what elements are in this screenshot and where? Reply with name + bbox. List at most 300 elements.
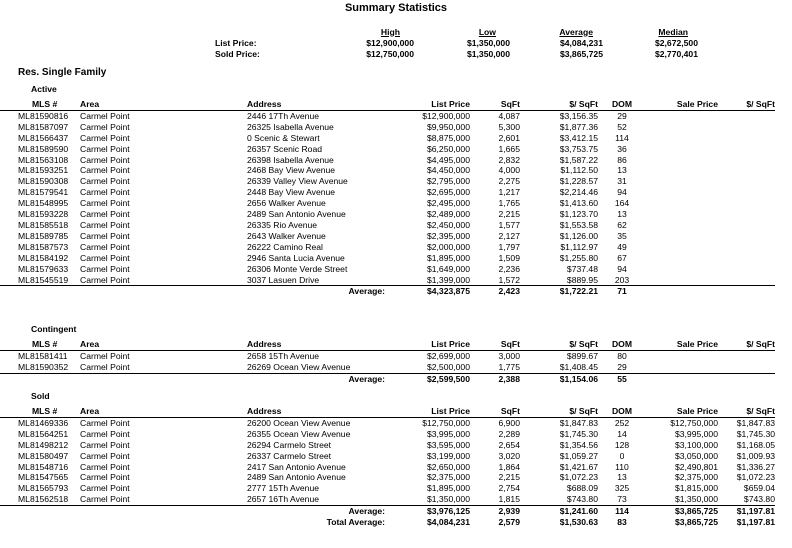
mls-number-cell: ML81590816 [18, 110, 69, 121]
table-header-row [0, 339, 775, 350]
sale-price-per-sqft-cell: $659.04 [743, 483, 775, 494]
table-row [0, 429, 775, 440]
average-row [0, 506, 775, 517]
sale-price-cell: $2,490,801 [674, 461, 718, 472]
price-per-sqft-cell: $3,156.35 [559, 110, 598, 121]
dom-cell: 203 [614, 274, 630, 285]
sale-price-per-sqft-cell: $1,745.30 [736, 428, 775, 439]
address-cell: 3037 Lasuen Drive [247, 274, 320, 285]
sale-price-cell [646, 253, 718, 264]
mls-number-cell: ML81587573 [18, 241, 69, 252]
address-cell: 26325 Isabella Avenue [247, 121, 334, 132]
dom-cell: 94 [617, 263, 627, 274]
sqft-cell: 1,572 [498, 274, 520, 285]
table-row [0, 144, 775, 155]
list-price-cell: $9,950,000 [426, 121, 470, 132]
area-cell: Carmel Point [80, 132, 130, 143]
summary-header-median: Median [658, 26, 688, 37]
price-per-sqft-cell: $1,530.63 [559, 517, 598, 528]
sqft-cell: 2,579 [498, 517, 520, 528]
sale-price-cell: $3,995,000 [674, 428, 718, 439]
summary-value: $4,084,231 [559, 37, 603, 48]
table-row [0, 176, 775, 187]
sale-price-cell: $3,100,000 [674, 439, 718, 450]
sale-price-cell [646, 110, 718, 121]
mls-number-cell: ML81589590 [18, 143, 69, 154]
summary-value: $1,350,000 [466, 37, 510, 48]
area-cell: Carmel Point [80, 361, 130, 372]
list-price-cell: $4,495,000 [426, 154, 470, 165]
list-price-cell: $3,595,000 [426, 439, 470, 450]
area-cell: Carmel Point [80, 121, 130, 132]
sqft-cell: 1,815 [498, 494, 520, 505]
table-row [0, 165, 775, 176]
table-row [0, 187, 775, 198]
table-row [0, 242, 775, 253]
list-price-cell: $2,795,000 [426, 176, 470, 187]
sale-price-cell [646, 242, 718, 253]
sqft-cell: 2,215 [498, 472, 520, 483]
list-price-cell: $2,495,000 [426, 198, 470, 209]
summary-label: Total Average: [326, 517, 385, 528]
table-row [0, 462, 775, 473]
sale-price-per-sqft-cell [718, 275, 775, 286]
sale-price-per-sqft-cell [718, 209, 775, 220]
col-header-address: Address [245, 406, 385, 417]
mls-number-cell: ML81587097 [18, 121, 69, 132]
sqft-cell: 5,300 [498, 121, 520, 132]
price-per-sqft-cell: $1,408.45 [559, 361, 598, 372]
col-header-area: Area [78, 406, 245, 417]
area-cell: Carmel Point [80, 461, 130, 472]
area-cell: Carmel Point [80, 209, 130, 220]
sale-price-per-sqft-cell [718, 264, 775, 275]
mls-number-cell: ML81590308 [18, 176, 69, 187]
summary-value: $1,350,000 [466, 48, 510, 59]
col-header-price-per-sqft: $/ SqFt [520, 406, 598, 417]
table-row [0, 494, 775, 505]
summary-row-label: Sold Price: [215, 48, 260, 59]
dom-cell: 164 [614, 198, 630, 209]
sale-price-per-sqft-cell [718, 176, 775, 187]
dom-cell: 35 [617, 230, 627, 241]
address-cell: 26355 Ocean View Avenue [247, 428, 351, 439]
area-cell: Carmel Point [80, 176, 130, 187]
sale-price-per-sqft-cell: $743.80 [743, 494, 775, 505]
listing-table [0, 99, 775, 297]
dom-cell: 94 [617, 187, 627, 198]
address-cell: 26200 Ocean View Avenue [247, 417, 351, 428]
mls-number-cell: ML81585518 [18, 219, 69, 230]
sqft-cell: 1,509 [498, 252, 520, 263]
address-cell: 26357 Scenic Road [247, 143, 323, 154]
area-cell: Carmel Point [80, 198, 130, 209]
sale-price-per-sqft-cell [718, 220, 775, 231]
address-cell: 2656 Walker Avenue [247, 198, 326, 209]
price-per-sqft-cell: $1,877.36 [559, 121, 598, 132]
sqft-cell: 4,000 [498, 165, 520, 176]
sale-price-cell [646, 165, 718, 176]
report-title: Summary Statistics [344, 2, 448, 14]
sale-price-cell: $3,865,725 [674, 517, 718, 528]
price-per-sqft-cell: $1,722.21 [520, 286, 598, 297]
sale-price-cell: $2,375,000 [674, 472, 718, 483]
sale-price-cell [646, 133, 718, 144]
table-row [0, 133, 775, 144]
price-per-sqft-cell: $1,123.70 [559, 209, 598, 220]
list-price-cell: $2,395,000 [426, 230, 470, 241]
summary-value: $12,750,000 [366, 48, 414, 59]
list-price-cell: $8,875,000 [426, 132, 470, 143]
list-price-cell: $3,199,000 [426, 450, 470, 461]
col-header-sale-price: Sale Price [646, 339, 718, 350]
price-per-sqft-cell: $1,154.06 [520, 373, 598, 384]
dom-cell: 13 [617, 472, 627, 483]
table-row [0, 198, 775, 209]
sale-price-cell [646, 220, 718, 231]
list-price-cell: $1,399,000 [426, 274, 470, 285]
dom-cell: 80 [617, 350, 627, 361]
mls-number-cell: ML81593228 [18, 209, 69, 220]
sqft-cell: 2,236 [498, 263, 520, 274]
sqft-cell: 2,215 [498, 209, 520, 220]
dom-cell: 325 [614, 483, 630, 494]
table-row [0, 451, 775, 462]
dom-cell: 29 [617, 361, 627, 372]
dom-cell: 252 [614, 417, 630, 428]
table-row [0, 231, 775, 242]
address-cell: 26398 Isabella Avenue [247, 154, 334, 165]
mls-number-cell: ML81579541 [18, 187, 69, 198]
area-cell: Carmel Point [80, 187, 130, 198]
mls-number-cell: ML81566437 [18, 132, 69, 143]
price-per-sqft-cell: $889.95 [566, 274, 598, 285]
list-price-cell: $2,489,000 [426, 209, 470, 220]
dom-cell: 29 [617, 110, 627, 121]
sqft-cell: 2,289 [498, 428, 520, 439]
summary-header-average: Average [559, 26, 593, 37]
list-price-cell: $4,323,875 [385, 286, 470, 297]
sale-price-cell [646, 350, 718, 361]
table-row [0, 220, 775, 231]
dom-cell: 128 [614, 439, 630, 450]
mls-number-cell: ML81563108 [18, 154, 69, 165]
mls-number-cell: ML81562518 [18, 494, 69, 505]
col-header-sale-price-per-sqft: $/ SqFt [718, 339, 775, 350]
price-per-sqft-cell: $1,354.56 [559, 439, 598, 450]
col-header-price-per-sqft: $/ SqFt [520, 99, 598, 110]
list-price-cell: $2,500,000 [426, 361, 470, 372]
dom-cell: 13 [617, 165, 627, 176]
mls-number-cell: ML81581411 [18, 350, 68, 361]
mls-number-cell: ML81469336 [18, 417, 69, 428]
summary-value: $2,770,401 [654, 48, 698, 59]
sale-price-per-sqft-cell: $1,847.83 [736, 417, 775, 428]
col-header-mls: MLS # [0, 99, 78, 110]
total-average-row [0, 517, 775, 528]
dom-cell: 110 [615, 461, 629, 472]
table-row [0, 264, 775, 275]
address-cell: 2489 San Antonio Avenue [247, 472, 346, 483]
area-cell: Carmel Point [80, 428, 130, 439]
sale-price-cell [646, 264, 718, 275]
area-cell: Carmel Point [80, 241, 130, 252]
sqft-cell: 2,939 [470, 506, 520, 517]
sale-price-cell: $1,815,000 [674, 483, 718, 494]
mls-number-cell: ML81545519 [18, 274, 69, 285]
summary-header-low: Low [478, 26, 496, 37]
list-price-cell: $2,695,000 [426, 187, 470, 198]
price-per-sqft-cell: $1,553.58 [559, 219, 598, 230]
area-cell: Carmel Point [80, 143, 130, 154]
sqft-cell: 1,797 [498, 241, 520, 252]
sqft-cell: 1,765 [498, 198, 520, 209]
price-per-sqft-cell: $743.80 [566, 494, 598, 505]
sale-price-per-sqft-cell [718, 165, 775, 176]
address-cell: 26335 Rio Avenue [247, 219, 318, 230]
dom-cell: 114 [615, 132, 629, 143]
col-header-area: Area [78, 339, 245, 350]
sale-price-cell [646, 198, 718, 209]
col-header-sqft: SqFt [470, 406, 520, 417]
sqft-cell: 2,127 [498, 230, 520, 241]
mls-number-cell: ML81584192 [18, 252, 69, 263]
price-per-sqft-cell: $1,745.30 [559, 428, 598, 439]
area-cell: Carmel Point [80, 417, 130, 428]
price-per-sqft-cell: $737.48 [566, 263, 598, 274]
summary-row-sold-price [215, 48, 698, 59]
col-header-dom: DOM [598, 406, 646, 417]
address-cell: 2448 Bay View Avenue [247, 187, 336, 198]
list-price-cell: $12,900,000 [422, 110, 470, 121]
sale-price-per-sqft-cell: $1,168.05 [736, 439, 775, 450]
price-per-sqft-cell: $1,413.60 [559, 198, 598, 209]
sale-price-per-sqft-cell [718, 133, 775, 144]
area-cell: Carmel Point [80, 230, 130, 241]
list-price-cell: $2,699,000 [426, 350, 470, 361]
average-row [0, 286, 775, 297]
sale-price-cell [646, 176, 718, 187]
price-per-sqft-cell: $1,112.50 [560, 165, 598, 176]
dom-cell: 83 [617, 517, 627, 528]
col-header-address: Address [245, 339, 385, 350]
sale-price-cell: $1,350,000 [674, 494, 718, 505]
list-price-cell: $1,895,000 [426, 483, 470, 494]
sqft-cell: 3,020 [498, 450, 520, 461]
mls-number-cell: ML81580497 [18, 450, 69, 461]
listing-table [0, 339, 775, 385]
col-header-list-price: List Price [385, 339, 470, 350]
list-price-cell: $1,649,000 [426, 263, 470, 274]
mls-number-cell: ML81548995 [18, 198, 69, 209]
sqft-cell: 2,654 [498, 439, 520, 450]
list-price-cell: $2,000,000 [426, 241, 470, 252]
col-header-list-price: List Price [385, 406, 470, 417]
mls-number-cell: ML81579633 [18, 263, 69, 274]
dom-cell: 86 [617, 154, 627, 165]
address-cell: 2658 15Th Avenue [247, 350, 319, 361]
sale-price-cell [646, 362, 718, 373]
address-cell: 2468 Bay View Avenue [247, 165, 336, 176]
sqft-cell: 2,388 [470, 373, 520, 384]
sale-price-cell [646, 122, 718, 133]
area-cell: Carmel Point [80, 165, 130, 176]
area-cell: Carmel Point [80, 483, 130, 494]
address-cell: 2446 17Th Avenue [247, 110, 319, 121]
table-row [0, 209, 775, 220]
sqft-cell: 2,423 [470, 286, 520, 297]
dom-cell: 13 [617, 209, 627, 220]
area-cell: Carmel Point [80, 219, 130, 230]
sqft-cell: 1,864 [498, 461, 520, 472]
sale-price-per-sqft-cell [718, 144, 775, 155]
list-price-cell: $12,750,000 [422, 417, 470, 428]
col-header-dom: DOM [598, 339, 646, 350]
section-title: Sold [31, 391, 50, 401]
col-header-dom: DOM [598, 99, 646, 110]
table-row [0, 440, 775, 451]
col-header-sqft: SqFt [470, 99, 520, 110]
summary-header-high: High [380, 26, 400, 37]
sale-price-per-sqft-cell [718, 350, 775, 361]
sale-price-cell [646, 231, 718, 242]
address-cell: 2657 16Th Avenue [247, 494, 319, 505]
col-header-address: Address [245, 99, 385, 110]
summary-label: Average: [245, 373, 385, 384]
mls-number-cell: ML81590352 [18, 361, 69, 372]
col-header-sqft: SqFt [470, 339, 520, 350]
section-title: Contingent [31, 324, 77, 334]
price-per-sqft-cell: $1,126.00 [559, 230, 598, 241]
sale-price-per-sqft-cell [718, 286, 775, 297]
dom-cell: 31 [617, 176, 627, 187]
sqft-cell: 2,601 [498, 132, 520, 143]
price-per-sqft-cell: $1,421.67 [559, 461, 598, 472]
sqft-cell: 1,775 [498, 361, 520, 372]
sqft-cell: 4,087 [498, 110, 520, 121]
sale-price-per-sqft-cell: $1,009.93 [736, 450, 775, 461]
dom-cell: 55 [598, 373, 646, 384]
sqft-cell: 6,900 [498, 417, 520, 428]
area-cell: Carmel Point [80, 350, 130, 361]
list-price-cell: $3,976,125 [385, 506, 470, 517]
list-price-cell: $6,250,000 [426, 143, 470, 154]
area-cell: Carmel Point [80, 450, 130, 461]
table-row [0, 275, 775, 286]
col-header-price-per-sqft: $/ SqFt [520, 339, 598, 350]
address-cell: 2489 San Antonio Avenue [247, 209, 346, 220]
sale-price-cell [646, 275, 718, 286]
area-cell: Carmel Point [80, 263, 130, 274]
dom-cell: 0 [619, 450, 625, 461]
list-price-cell: $1,350,000 [426, 494, 470, 505]
col-header-sale-price: Sale Price [646, 99, 718, 110]
sale-price-cell [646, 373, 718, 384]
address-cell: 26337 Carmelo Street [247, 450, 332, 461]
col-header-list-price: List Price [385, 99, 470, 110]
sqft-cell: 1,577 [498, 219, 520, 230]
dom-cell: 14 [617, 428, 627, 439]
col-header-mls: MLS # [0, 406, 78, 417]
summary-label: Average: [245, 286, 385, 297]
price-per-sqft-cell: $2,214.46 [559, 187, 598, 198]
dom-cell: 62 [617, 219, 627, 230]
address-cell: 26269 Ocean View Avenue [247, 361, 351, 372]
list-price-cell: $2,650,000 [426, 461, 470, 472]
list-price-cell: $2,375,000 [426, 472, 470, 483]
area-cell: Carmel Point [80, 154, 130, 165]
table-row [0, 483, 775, 494]
col-header-sale-price-per-sqft: $/ SqFt [718, 406, 775, 417]
area-cell: Carmel Point [80, 439, 130, 450]
price-per-sqft-cell: $1,587.22 [559, 154, 598, 165]
sale-price-per-sqft-cell [718, 373, 775, 384]
price-per-sqft-cell: $899.67 [566, 350, 598, 361]
sale-price-per-sqft-cell [718, 362, 775, 373]
dom-cell: 73 [617, 494, 627, 505]
sale-price-per-sqft-cell [718, 253, 775, 264]
address-cell: 26294 Carmelo Street [247, 439, 332, 450]
mls-number-cell: ML81547565 [18, 472, 69, 483]
mls-number-cell: ML81498212 [18, 439, 69, 450]
dom-cell: 52 [617, 121, 627, 132]
col-header-area: Area [78, 99, 245, 110]
table-header-row [0, 406, 775, 417]
dom-cell: 49 [617, 241, 627, 252]
property-type-heading: Res. Single Family [18, 67, 107, 78]
price-per-sqft-cell: $1,072.23 [559, 472, 598, 483]
mls-number-cell: ML81593251 [18, 165, 69, 176]
table-header-row [0, 99, 775, 110]
dom-cell: 67 [617, 252, 627, 263]
list-price-cell: $4,450,000 [426, 165, 470, 176]
sale-price-per-sqft-cell: $1,072.23 [736, 472, 775, 483]
price-per-sqft-cell: $1,847.83 [559, 417, 598, 428]
summary-row-list-price [215, 37, 698, 48]
address-cell: 2417 San Antonio Avenue [247, 461, 346, 472]
table-row [0, 417, 775, 428]
sale-price-per-sqft-cell [718, 110, 775, 121]
sale-price-per-sqft-cell: $1,336.27 [736, 461, 775, 472]
sqft-cell: 2,832 [498, 154, 520, 165]
mls-number-cell: ML81565793 [18, 483, 69, 494]
address-cell: 2777 15Th Avenue [247, 483, 319, 494]
sqft-cell: 1,217 [498, 187, 520, 198]
summary-value: $2,672,500 [654, 37, 698, 48]
sqft-cell: 1,665 [498, 143, 520, 154]
sqft-cell: 2,754 [498, 483, 520, 494]
col-header-sale-price: Sale Price [646, 406, 718, 417]
sale-price-per-sqft-cell [718, 122, 775, 133]
summary-row-label: List Price: [215, 37, 257, 48]
list-price-cell: $3,995,000 [426, 428, 470, 439]
address-cell: 2946 Santa Lucia Avenue [247, 252, 345, 263]
dom-cell: 36 [617, 143, 627, 154]
table-row [0, 110, 775, 121]
sqft-cell: 2,275 [498, 176, 520, 187]
price-per-sqft-cell: $3,753.75 [559, 143, 598, 154]
price-per-sqft-cell: $1,059.27 [559, 450, 598, 461]
listing-table [0, 406, 775, 528]
price-per-sqft-cell: $1,241.60 [520, 506, 598, 517]
sale-price-per-sqft-cell: $1,197.81 [736, 517, 775, 528]
sale-price-per-sqft-cell [718, 242, 775, 253]
table-row [0, 472, 775, 483]
mls-number-cell: ML81564251 [18, 428, 69, 439]
mls-number-cell: ML81548716 [18, 461, 69, 472]
sale-price-per-sqft-cell [718, 155, 775, 166]
sale-price-cell [646, 187, 718, 198]
